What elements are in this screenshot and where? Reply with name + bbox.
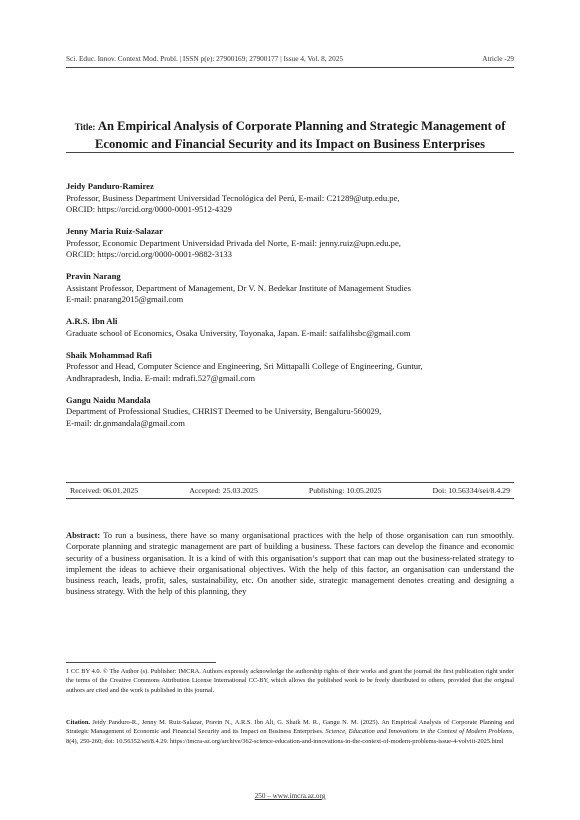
title-prefix: Title:: [74, 122, 96, 132]
author-affiliation: Graduate school of Economics, Osaka University, Toyonaka, Japan. E-mail: saifalihsbc@gmail.com: [66, 327, 411, 338]
citation: [66, 718, 514, 746]
author-name: Jeidy Panduro-Ramirez: [66, 181, 154, 191]
abstract-label: Abstract:: [66, 530, 101, 540]
title-line-2: Economic and Financial Security and its Impact on Business Enterprises: [94, 137, 486, 151]
author-entry: [66, 316, 514, 339]
publication-dates: [66, 482, 514, 499]
author-orcid: ORCID: https://orcid.org/0000-0001-9882-3133: [66, 249, 232, 260]
accepted-date: Accepted: 25.03.2025: [189, 486, 258, 495]
author-name: A.R.S. Ibn Ali: [66, 316, 118, 327]
author-affiliation: Professor, Economic Department Universidad Privada del Norte, E-mail: jenny.ruiz@upn.edu.pe,: [66, 237, 401, 248]
running-header: [66, 54, 514, 68]
author-entry: [66, 395, 514, 430]
citation-journal: Science, Education and Innovations in the Context of Modern Problems: [325, 728, 513, 736]
author-entry: [66, 350, 514, 385]
author-entry: [66, 271, 514, 306]
citation-text: Jeidy Panduro-R., Jenny M. Ruiz-Salazar, Pravin N., A.R.S. Ibn Ali, G. Shaik M. R., Gangu N. M. (2025). An Empirical Analysis of Corporate Planning and Strategic Management of Economic and Financial Security and its Impact on Business Enterprises.: [66, 719, 514, 736]
author-email: Andhrapradesh, India. E-mail: mdrafi.527@gmail.com: [66, 372, 256, 383]
author-affiliation: Department of Professional Studies, CHRIST Deemed to be University, Bengaluru-560029,: [66, 406, 382, 417]
author-name: Jenny Maria Ruiz-Salazar: [66, 226, 163, 237]
author-affiliation: Assistant Professor, Department of Management, Dr V. N. Bedekar Institute of Management Studies: [66, 282, 411, 293]
citation-details[interactable]: , 8(4), 250-260; doi: 10.56352/sei/8.4.29. https://imcra-az.org/archive/362-science-education-and-innovations-in-the-context-of-modern-problems-issue-4-volviii-2025.html: [66, 728, 514, 745]
footnote-divider: [66, 662, 216, 663]
author-affiliation: Professor, Business Department Universidad Tecnológica del Perú, E-mail: C21289@utp.edu.pe,: [66, 192, 400, 203]
title-line-1: An Empirical Analysis of Corporate Planning and Strategic Management of: [97, 119, 506, 133]
author-name: Shaik Mohammad Rafi: [66, 349, 152, 360]
doi: Doi: 10.56334/sei/8.4.29: [432, 486, 510, 495]
citation-label: Citation.: [66, 719, 90, 726]
page-number-link[interactable]: 250 – www.imcra.az.org: [254, 792, 326, 800]
author-email: E-mail: pnarang2015@gmail.com: [66, 294, 184, 305]
paper-title: [66, 118, 514, 153]
author-email: E-mail: dr.gnmandala@gmail.com: [66, 417, 185, 428]
author-orcid: ORCID: https://orcid.org/0000-0001-9512-4329: [66, 204, 232, 215]
published-date: Publishing: 10.05.2025: [308, 486, 382, 495]
page-footer: [0, 792, 580, 800]
article-number: Atricle -29: [482, 54, 514, 63]
author-name: Pravin Narang: [66, 271, 121, 282]
author-entry: [66, 181, 514, 216]
received-date: Received: 06.01.2025: [70, 486, 139, 495]
journal-info: Sci. Educ. Innov. Context Mod. Probl. | ISSN p(e): 27900169; 27900177 | Issue 4, Vol. 8, 2025: [66, 54, 344, 63]
author-entry: [66, 226, 514, 261]
title-divider: [66, 152, 514, 153]
abstract-text: To run a business, there have so many organisational practices with the help of those organisation can run smoothly. Corporate planning and strategic management are part of building a business. These factors can develop the finance and economic security of a business organisation. It is a kind of with this organisation’s support that can map out the business-related strategy to implement the ideas to achieve their organisational objectives. With the help of this factor, an organisation can understand the business reach, leads, profit, sales, sustainability, etc. On another side, strategic management denotes creating and designing a business strategy. With the help of this planning, they: [66, 530, 514, 597]
author-affiliation: Professor and Head, Computer Science and Engineering, Sri Mittapalli College of Engineering, Guntur,: [66, 361, 423, 372]
author-name: Gangu Naidu Mandala: [66, 394, 151, 405]
license-footnote: 1 CC BY 4.0. © The Author (s). Publisher: IMCRA. Authors expressly acknowledge the authorship rights of their works and grant the journal the first publication right under the terms of the Creative Commons Attribution License International CC-BY, which allows the published work to be freely distributed to others, provided that the original authors are cited and the work is published in this journal.: [66, 668, 514, 694]
abstract: [66, 530, 514, 598]
author-list: [66, 181, 514, 440]
